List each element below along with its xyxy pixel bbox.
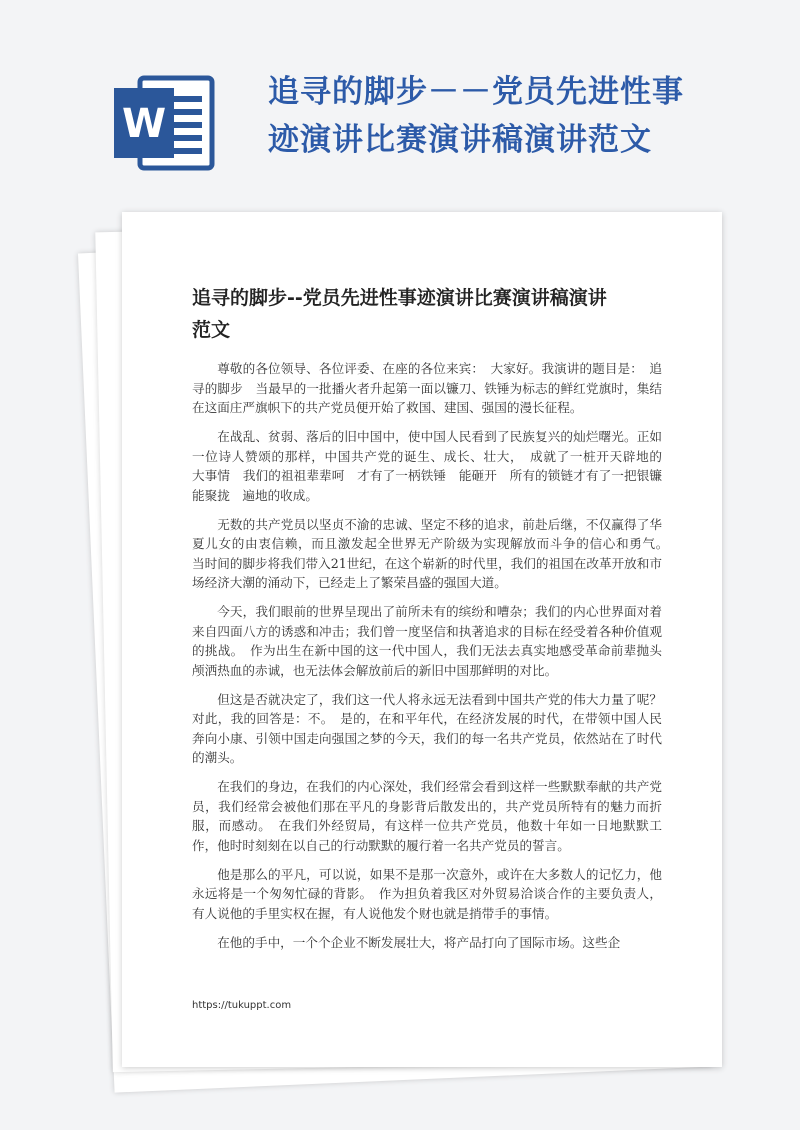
paragraph: 但这是否就决定了，我们这一代人将永远无法看到中国共产党的伟大力量了呢？对此，我的回答是：不。 是的，在和平年代，在经济发展的时代，在带领中国人民奔向小康、引领中国走向强国之梦的今天，我们的每一名共产党员，依然站在了时代的潮头。 xyxy=(192,691,662,765)
document-title xyxy=(192,282,662,346)
paragraph: 今天，我们眼前的世界呈现出了前所未有的缤纷和嘈杂；我们的内心世界面对着来自四面八方的诱惑和冲击；我们曾一度坚信和执著追求的目标在经受着各种价值观的挑战。 作为出生在新中国的这一代中国人，我们无法去真实地感受革命前辈抛头颅洒热血的赤诚，也无法体会解放前后的新旧中国那鲜明的对比。 xyxy=(192,604,662,678)
document-title-line2: 范文 xyxy=(192,319,231,341)
paragraph: 他是那么的平凡，可以说，如果不是那一次意外，或许在大多数人的记忆力，他永远将是一个匆匆忙碌的背影。 作为担负着我区对外贸易洽谈合作的主要负责人，有人说他的手里实权在握，有人说他发个财也就是捎带手的事情。 xyxy=(192,866,662,921)
header-title-line2: 迹演讲比赛演讲稿演讲范文 xyxy=(268,122,652,158)
document-body xyxy=(192,359,675,962)
header-title xyxy=(268,68,748,164)
header-title-line1: 追寻的脚步－－党员先进性事 xyxy=(268,74,684,110)
word-document-icon xyxy=(112,70,217,175)
footer-url: https://tukuppt.com xyxy=(192,1000,292,1011)
document-title-line1: 追寻的脚步--党员先进性事迹演讲比赛演讲稿演讲 xyxy=(192,287,607,309)
paragraph: 无数的共产党员以坚贞不渝的忠诚、坚定不移的追求，前赴后继，不仅赢得了华夏儿女的由衷信赖，而且激发起全世界无产阶级为实现解放而斗争的信心和勇气。 当时间的脚步将我们带入21世纪，在这个崭新的时代里，我们的祖国在改革开放和市场经济大潮的涌动下，已经走上了繁荣昌盛的强国大道。 xyxy=(192,516,675,590)
svg-text:W: W xyxy=(121,101,167,147)
header-banner xyxy=(0,0,800,200)
paragraph: 在我们的身边，在我们的内心深处，我们经常会看到这样一些默默奉献的共产党员，我们经常会被他们那在平凡的身影背后散发出的，共产党员所特有的魅力而折服，而感动。 在我们外经贸局，有这样一位共产党员，他数十年如一日地默默工作，他时时刻刻在以自己的行动默默的履行着一名共产党员的誓言。 xyxy=(192,779,662,853)
document-page xyxy=(122,212,722,1067)
paragraph: 在他的手中，一个个企业不断发展壮大，将产品打向了国际市场。这些企 xyxy=(217,934,621,950)
paragraph: 在战乱、贫弱、落后的旧中国中，使中国人民看到了民族复兴的灿烂曙光。正如一位诗人赞颂的那样，中国共产党的诞生、成长、壮大， 成就了一桩开天辟地的 大事情 我们的祖祖辈辈呵 才有了一柄铁锤 能砸开 所有的锁链才有了一把银镰 能聚拢 遍地的收成。 xyxy=(192,429,675,503)
paragraph: 尊敬的各位领导、各位评委、在座的各位来宾： 大家好。我演讲的题目是： 追寻的脚步 当最早的一批播火者升起第一面以镰刀、铁锤为标志的鲜红党旗时，集结在这面庄严旗帜下的共产党员便开始了救国、建国、强国的漫长征程。 xyxy=(192,361,662,415)
